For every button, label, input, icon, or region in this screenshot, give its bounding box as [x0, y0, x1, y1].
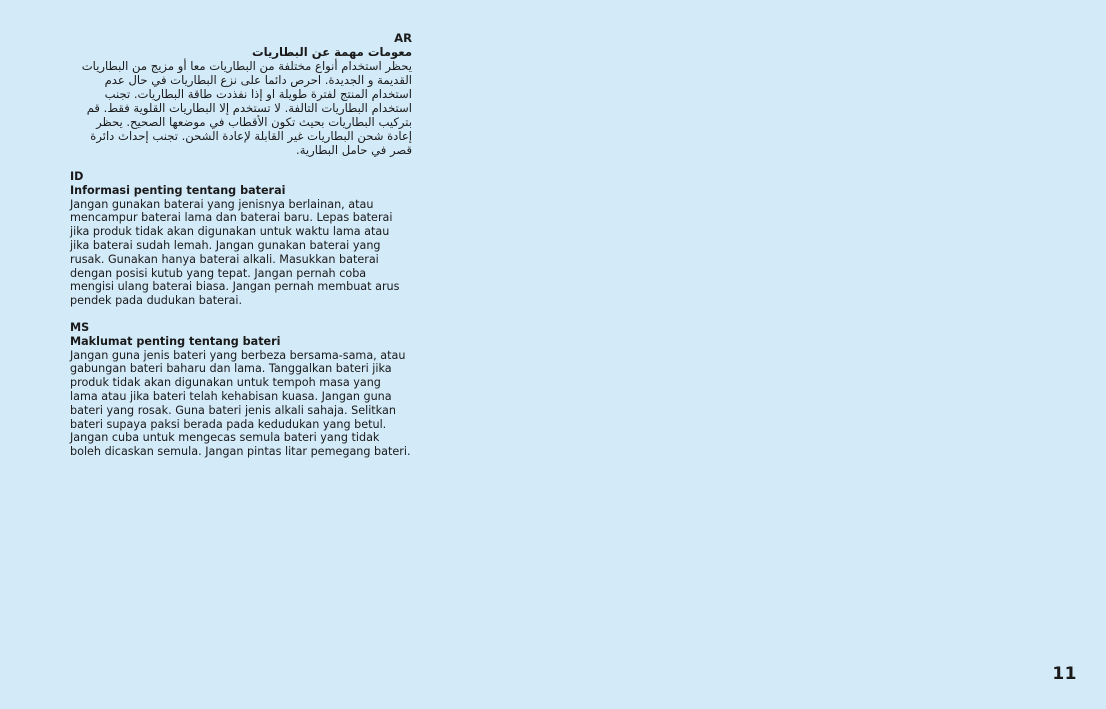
section-body: يحظر استخدام أنواع مختلفة من البطاريات معا أو مزيج من البطاريات القديمة و الجديدة. احرص دائما على نزع البطاريات في حال عدم استخدام المنتج لفترة طويلة او إذا نفذدت طاقة البطاريات. تجنب استخدام البطاريات التالفة. لا تستخدم إلا البطاريات القلوية فقط. قم بتركيب البطاريات بحيث تكون الأقطاب في موضعها الصحيح. يحظر إعادة شحن البطاريات غير القابلة لإعادة الشحن. تجنب إحداث دائرة قصر في حامل البطارية. — [81, 59, 412, 157]
section-body: Jangan guna jenis bateri yang berbeza bersama-sama, atau gabungan bateri baharu dan lama. Tanggalkan bateri jika produk tidak akan digunakan untuk tempoh masa yang lama atau jika bateri telah kehabisan kuasa. Jangan guna bateri yang rosak. Guna bateri jenis alkali sahaja. Selitkan bateri supaya paksi berada pada kedudukan yang betul. Jangan cuba untuk mengecas semula bateri yang tidak boleh dicaskan semula. Jangan pintas litar pemegang bateri. — [70, 348, 411, 459]
section-id — [70, 170, 412, 308]
section-ar — [70, 31, 412, 157]
section-heading: Informasi penting tentang baterai — [70, 183, 286, 197]
section-ms — [70, 321, 412, 459]
section-body: Jangan gunakan baterai yang jenisnya berlainan, atau mencampur baterai lama dan baterai baru. Lepas baterai jika produk tidak akan digunakan untuk waktu lama atau jika baterai sudah lemah. Jangan gunakan baterai yang rusak. Gunakan hanya baterai alkali. Masukkan baterai dengan posisi kutub yang tepat. Jangan pernah coba mengisi ulang baterai biasa. Jangan pernah membuat arus pendek pada dudukan baterai. — [70, 197, 400, 308]
section-heading: Maklumat penting tentang bateri — [70, 334, 281, 348]
section-heading: معومات مهمة عن البطاريات — [251, 45, 412, 59]
language-code: AR — [394, 31, 412, 45]
language-code: ID — [70, 170, 84, 183]
page-number: 11 — [1052, 664, 1077, 684]
language-code: MS — [70, 321, 90, 334]
